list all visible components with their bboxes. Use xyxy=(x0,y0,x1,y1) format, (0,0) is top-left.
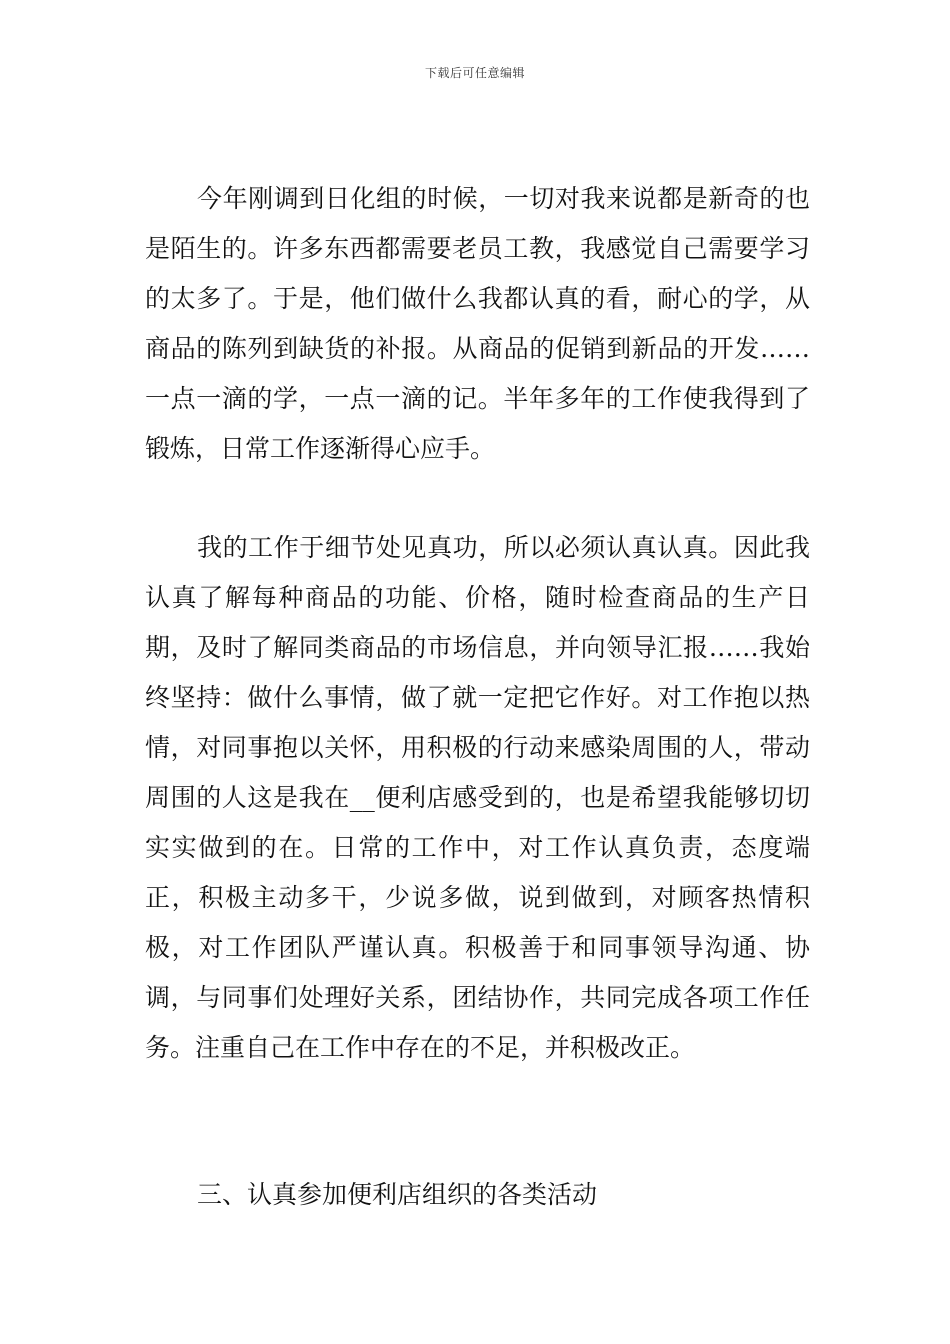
section-heading: 三、认真参加便利店组织的各类活动 xyxy=(197,1180,598,1209)
paragraph-1: 今年刚调到日化组的时候，一切对我来说都是新奇的也是陌生的。许多东西都需要老员工教，我感觉自己需要学习的太多了。于是，他们做什么我都认真的看，耐心的学，从商品的陈列到缺货的补报。从商品的促销到新品的开发……一点一滴的学，一点一滴的记。半年多年的工作使我得到了锻炼，日常工作逐渐得心应手。 xyxy=(145,184,810,463)
paragraph-2: 我的工作于细节处见真功，所以必须认真认真。因此我认真了解每种商品的功能、价格，随时检查商品的生产日期，及时了解同类商品的市场信息，并向领导汇报……我始终坚持：做什么事情，做了就一定把它作好。对工作抱以热情，对同事抱以关怀，用积极的行动来感染周围的人，带动周围的人这是我在__便利店感受到的，也是希望我能够切切实实做到的在。日常的工作中，对工作认真负责，态度端正，积极主动多干，少说多做，说到做到，对顾客热情积极，对工作团队严谨认真。积极善于和同事领导沟通、协调，与同事们处理好关系，团结协作，共同完成各项工作任务。注重自己在工作中存在的不足，并积极改正。 xyxy=(145,533,810,1062)
header-note: 下载后可任意编辑 xyxy=(424,66,525,80)
